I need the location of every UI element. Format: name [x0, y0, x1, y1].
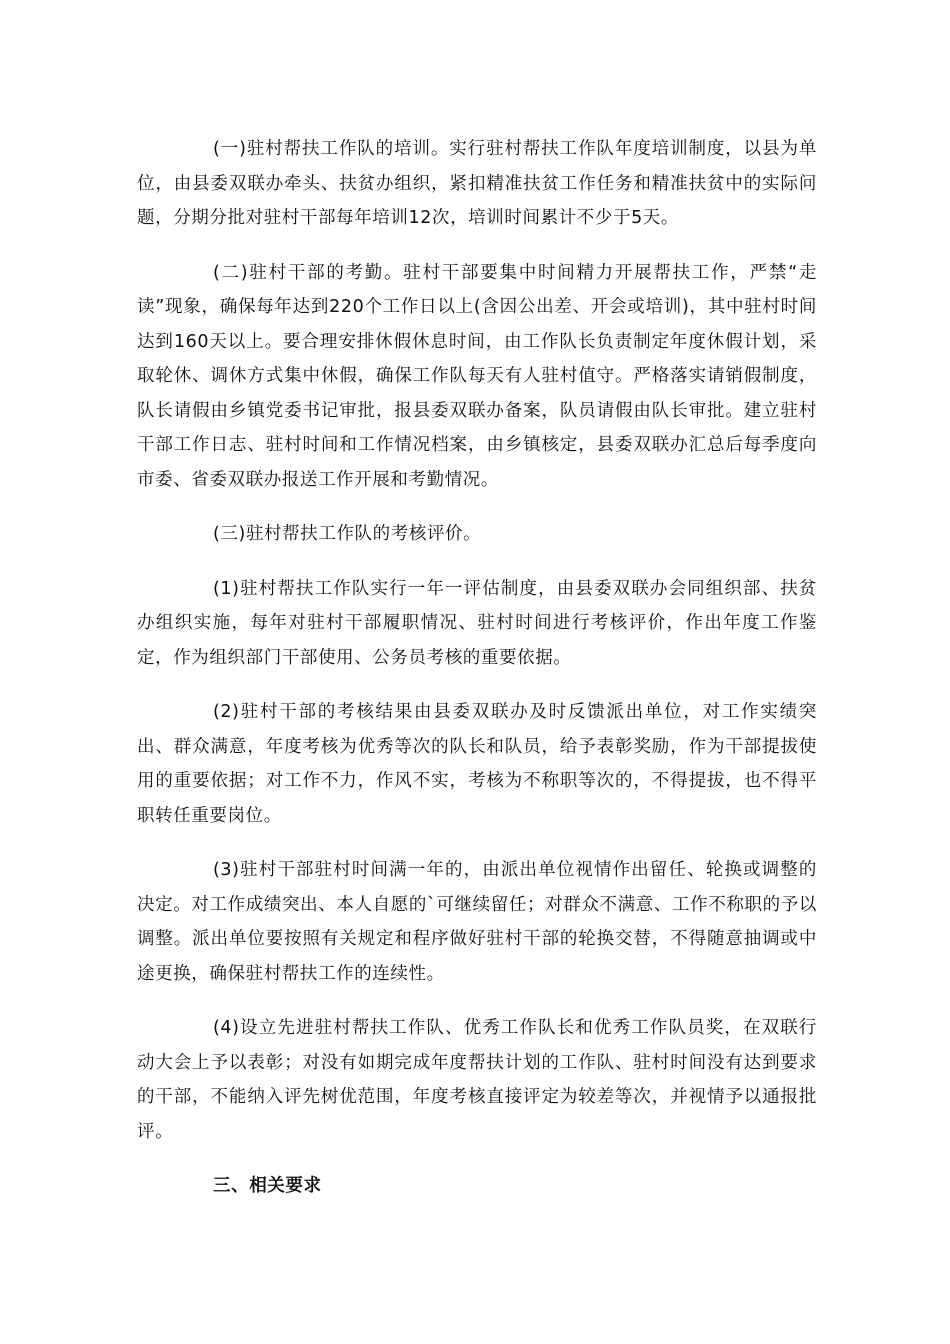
document-body — [137, 132, 817, 1203]
paragraph-evaluation-title: (三)驻村帮扶工作队的考核评价。 — [213, 524, 482, 544]
section-heading: 三、相关要求 — [213, 1176, 322, 1196]
paragraph-evaluation-item-2: (2)驻村干部的考核结果由县委双联办及时反馈派出单位，对工作实绩突出、群众满意，年度考核为优秀等次的队长和队员，给予表彰奖励，作为干部提拔使用的重要依据；对工作不力，作风不实，考核为不称职等次的，不得提拔，也不得平职转任重要岗位。 — [137, 702, 817, 826]
paragraph-evaluation-item-3: (3)驻村干部驻村时间满一年的，由派出单位视情作出留任、轮换或调整的决定。对工作成绩突出、本人自愿的`可继续留任；对群众不满意、工作不称职的予以调整。派出单位要按照有关规定和程序做好驻村干部的轮换交替，不得随意抽调或中途更换，确保驻村帮扶工作的连续性。 — [137, 860, 817, 984]
paragraph-evaluation-item-4: (4)设立先进驻村帮扶工作队、优秀工作队长和优秀工作队员奖，在双联行动大会上予以表彰；对没有如期完成年度帮扶计划的工作队、驻村时间没有达到要求的干部，不能纳入评先树优范围，年度考核直接评定为较差等次，并视情予以通报批评。 — [137, 1018, 817, 1142]
paragraph-training: (一)驻村帮扶工作队的培训。实行驻村帮扶工作队年度培训制度，以县为单位，由县委双联办牵头、扶贫办组织，紧扣精准扶贫工作任务和精准扶贫中的实际问题，分期分批对驻村干部每年培训12次，培训时间累计不少于5天。 — [137, 139, 817, 228]
paragraph-attendance: (二)驻村干部的考勤。驻村干部要集中时间精力开展帮扶工作，严禁“走读”现象，确保每年达到220个工作日以上(含因公出差、开会或培训)，其中驻村时间达到160天以上。要合理安排休假休息时间，由工作队长负责制定年度休假计划，采取轮休、调休方式集中休假，确保工作队每天有人驻村值守。严格落实请销假制度，队长请假由乡镇党委书记审批，报县委双联办备案，队员请假由队长审批。建立驻村干部工作日志、驻村时间和工作情况档案，由乡镇核定，县委双联办汇总后每季度向市委、省委双联办报送工作开展和考勤情况。 — [137, 262, 817, 490]
paragraph-evaluation-item-1: (1)驻村帮扶工作队实行一年一评估制度，由县委双联办会同组织部、扶贫办组织实施，每年对驻村干部履职情况、驻村时间进行考核评价，作出年度工作鉴定，作为组织部门干部使用、公务员考核的重要依据。 — [137, 578, 817, 668]
